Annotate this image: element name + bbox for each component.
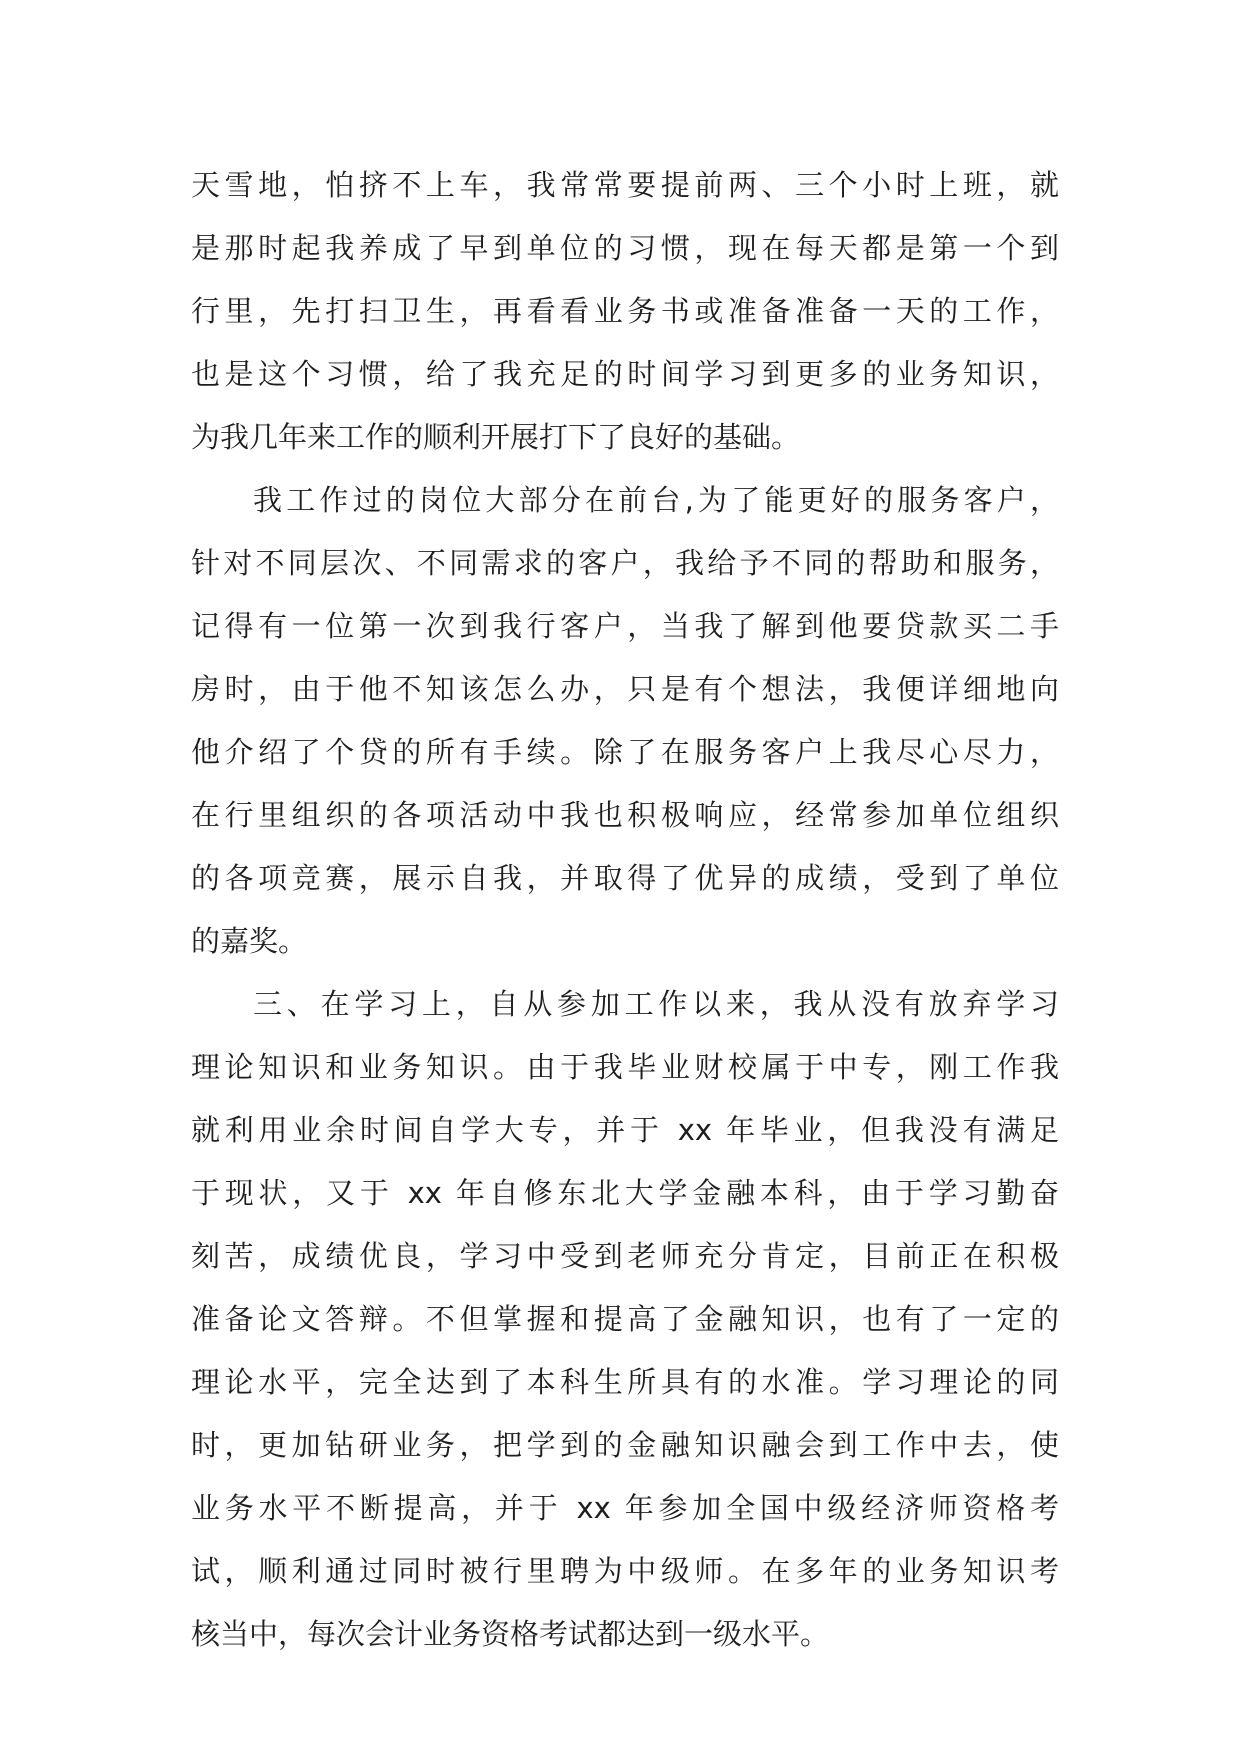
text-line: 记得有一位第一次到我行客户，当我了解到他要贷款买二手 — [191, 609, 1059, 643]
text-line: 行里，先打扫卫生，再看看业务书或准备准备一天的工作， — [191, 294, 1059, 328]
text-line: 在行里组织的各项活动中我也积极响应，经常参加单位组织 — [191, 798, 1059, 832]
text-line: 房时，由于他不知该怎么办，只是有个想法，我便详细地向 — [191, 672, 1059, 706]
text-line: 刻苦，成绩优良，学习中受到老师充分肯定，目前正在积极 — [191, 1239, 1059, 1273]
paragraph-3 — [191, 973, 1059, 1666]
text-line: 核当中，每次会计业务资格考试都达到一级水平。 — [191, 1617, 830, 1651]
text-line: 就利用业余时间自学大专，并于 xx 年毕业，但我没有满足 — [191, 1113, 1059, 1147]
text-line: 是那时起我养成了早到单位的习惯，现在每天都是第一个到 — [191, 231, 1059, 265]
text-line: 我工作过的岗位大部分在前台,为了能更好的服务客户， — [253, 483, 1059, 517]
text-line: 时，更加钻研业务，把学到的金融知识融会到工作中去，使 — [191, 1428, 1059, 1462]
paragraph-1 — [191, 154, 1059, 469]
text-line: 他介绍了个贷的所有手续。除了在服务客户上我尽心尽力， — [191, 735, 1059, 769]
text-line: 准备论文答辩。不但掌握和提高了金融知识，也有了一定的 — [191, 1302, 1059, 1336]
text-line: 业务水平不断提高，并于 xx 年参加全国中级经济师资格考 — [191, 1491, 1059, 1525]
text-line: 三、在学习上，自从参加工作以来，我从没有放弃学习 — [253, 987, 1059, 1021]
text-line: 理论知识和业务知识。由于我毕业财校属于中专，刚工作我 — [191, 1050, 1059, 1084]
text-line: 于现状，又于 xx 年自修东北大学金融本科，由于学习勤奋 — [191, 1176, 1059, 1210]
paragraph-2 — [191, 469, 1059, 973]
document-body — [191, 154, 1059, 1666]
text-line: 针对不同层次、不同需求的客户，我给予不同的帮助和服务， — [191, 546, 1059, 580]
text-line: 也是这个习惯，给了我充足的时间学习到更多的业务知识， — [191, 357, 1059, 391]
text-line: 天雪地，怕挤不上车，我常常要提前两、三个小时上班，就 — [191, 168, 1059, 202]
text-line: 理论水平，完全达到了本科生所具有的水准。学习理论的同 — [191, 1365, 1059, 1399]
text-line: 试，顺利通过同时被行里聘为中级师。在多年的业务知识考 — [191, 1554, 1059, 1588]
text-line: 为我几年来工作的顺利开展打下了良好的基础。 — [191, 420, 801, 454]
text-line: 的各项竞赛，展示自我，并取得了优异的成绩，受到了单位 — [191, 861, 1059, 895]
text-line: 的嘉奖。 — [191, 924, 308, 958]
